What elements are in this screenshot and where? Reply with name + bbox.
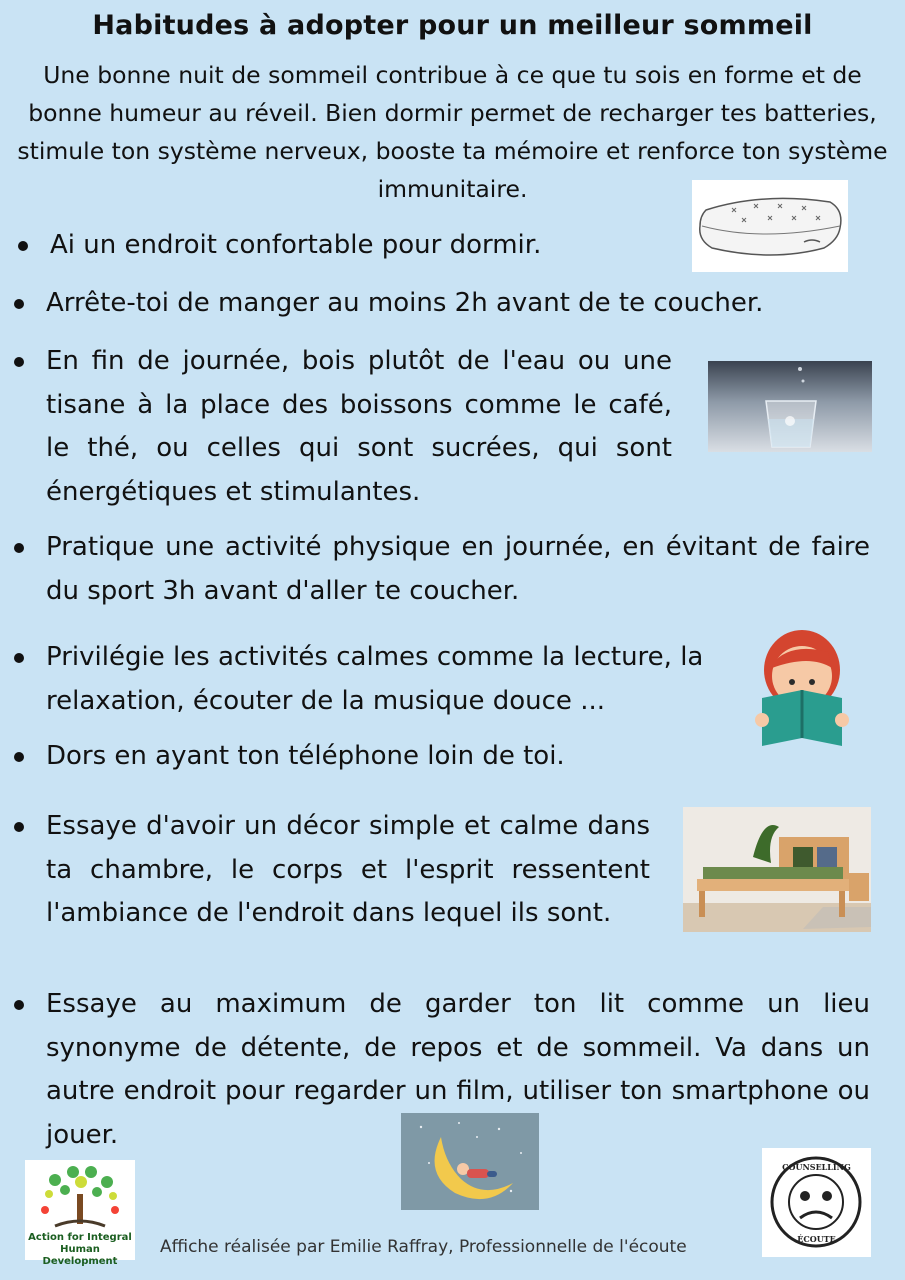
mattress-image	[692, 180, 848, 272]
list-item: En fin de journée, bois plutôt de l'eau ou une tisane à la place des boissons comme le café, le thé, ou celles qui sont sucrées, qui sont énergétiques et stimulantes.	[0, 340, 672, 514]
bullet-icon	[14, 822, 24, 832]
list-item: Pratique une activité physique en journée, en évitant de faire du sport 3h avant d'aller te coucher.	[0, 526, 870, 613]
list-item: Privilégie les activités calmes comme la lecture, la relaxation, écouter de la musique douce ...	[0, 636, 730, 723]
bullet-icon	[18, 241, 28, 251]
list-item: Ai un endroit confortable pour dormir.	[4, 224, 684, 268]
intro-paragraph: Une bonne nuit de sommeil contribue à ce que tu sois en forme et de bonne humeur au réveil. Bien dormir permet de recharger tes batteries, stimule ton système nerveux, booste ta mémoire et renforce ton système immunitaire.	[17, 61, 888, 203]
bullet-icon	[14, 653, 24, 663]
list-item: Arrête-toi de manger au moins 2h avant de te coucher.	[0, 282, 880, 326]
bedroom-image	[683, 807, 871, 932]
footer-credit: Affiche réalisée par Emilie Raffray, Professionnelle de l'écoute	[160, 1237, 687, 1257]
bullet-icon	[14, 752, 24, 762]
logo-text-top: COUNSELLING	[782, 1162, 851, 1172]
aihd-logo	[25, 1160, 135, 1267]
logo-text-bottom: ÉCOUTE	[797, 1234, 836, 1244]
counselling-ecoute-logo	[762, 1148, 871, 1257]
bullet-icon	[14, 357, 24, 367]
aihd-logo-text-1: Action for Integral	[28, 1232, 132, 1243]
aihd-logo-text-2: Human Development	[42, 1244, 118, 1267]
water-glass-image	[708, 361, 872, 452]
sleeping-moon-image	[401, 1113, 539, 1210]
bullet-icon	[14, 543, 24, 553]
poster-title: Habitudes à adopter pour un meilleur sommeil	[92, 10, 813, 41]
list-item: Essaye au maximum de garder ton lit comme un lieu synonyme de détente, de repos et de sommeil. Va dans un autre endroit pour regarder un film, utiliser ton smartphone ou jouer.	[0, 983, 870, 1157]
list-item: Dors en ayant ton téléphone loin de toi.	[0, 735, 880, 779]
reading-girl-icon	[750, 624, 854, 748]
list-item: Essaye d'avoir un décor simple et calme dans ta chambre, le corps et l'esprit ressentent l'ambiance de l'endroit dans lequel ils sont.	[0, 805, 650, 936]
bullet-icon	[14, 1000, 24, 1010]
bullet-icon	[14, 299, 24, 309]
